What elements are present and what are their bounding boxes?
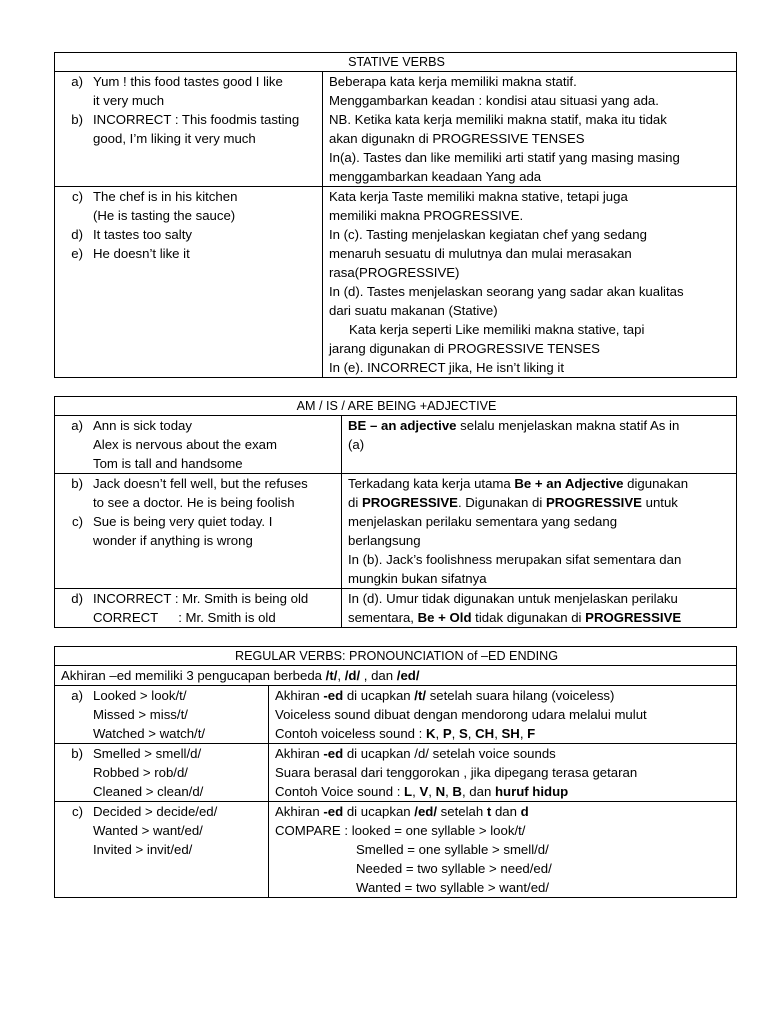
regular-verbs-subtitle: Akhiran –ed memiliki 3 pengucapan berbeda /t/, /d/ , dan /ed/ bbox=[55, 666, 737, 686]
table-row bbox=[55, 686, 737, 744]
regular-verbs-title: REGULAR VERBS: PRONOUNCIATION of –ED ENDING bbox=[55, 647, 737, 666]
being-examples-d: d) INCORRECT : Mr. Smith is being old CORRECT : Mr. Smith is old bbox=[55, 589, 342, 628]
stative-verbs-table bbox=[54, 52, 737, 378]
being-explanation-1: BE – an adjective selalu menjelaskan makna statif As in (a) bbox=[342, 416, 737, 474]
table-row bbox=[55, 802, 737, 898]
regular-examples-b: b) Smelled > smell/d/ Robbed > rob/d/ Cleaned > clean/d/ bbox=[55, 744, 269, 802]
regular-explanation-b: Akhiran -ed di ucapkan /d/ setelah voice sounds Suara berasal dari tenggorokan , jika dipegang terasa getaran Contoh Voice sound : L, V, N, B, dan huruf hidup bbox=[269, 744, 737, 802]
stative-explanation-2: Kata kerja Taste memiliki makna stative, tetapi juga memiliki makna PROGRESSIVE. In (c). Tasting menjelaskan kegiatan chef yang sedang menaruh sesuatu di mulutnya dan mulai merasakan rasa(PROGRESSIVE) In (d). Tastes menjelaskan seorang yang sadar akan kualitas dari suatu makanan (Stative) Kata kerja seperti Like memiliki makna stative, tapi jarang digunakan di PROGRESSIVE TENSES In (e). INCORRECT jika, He isn’t liking it bbox=[323, 187, 737, 378]
table-row bbox=[55, 744, 737, 802]
table-row bbox=[55, 187, 737, 378]
regular-explanation-c: Akhiran -ed di ucapkan /ed/ setelah t dan d COMPARE : looked = one syllable > look/t/ Smelled = one syllable > smell/d/ Needed = two syllable > need/ed/ Wanted = two syllable > want/ed/ bbox=[269, 802, 737, 898]
regular-verbs-table bbox=[54, 646, 737, 898]
being-adjective-table bbox=[54, 396, 737, 628]
table-row bbox=[55, 589, 737, 628]
table-row bbox=[55, 72, 737, 187]
being-explanation-3: In (d). Umur tidak digunakan untuk menjelaskan perilaku sementara, Be + Old tidak digunakan di PROGRESSIVE bbox=[342, 589, 737, 628]
being-explanation-2: Terkadang kata kerja utama Be + an Adjective digunakan di PROGRESSIVE. Digunakan di PROGRESSIVE untuk menjelaskan perilaku sementara yang sedang berlangsung In (b). Jack’s foolishness merupakan sifat sementara dan mungkin bukan sifatnya bbox=[342, 474, 737, 589]
regular-examples-a: a) Looked > look/t/ Missed > miss/t/ Watched > watch/t/ bbox=[55, 686, 269, 744]
stative-verbs-title: STATIVE VERBS bbox=[55, 53, 737, 72]
being-examples-bc: b) Jack doesn’t fell well, but the refuses to see a doctor. He is being foolish c) Sue is being very quiet today. I wonder if anything is wrong bbox=[55, 474, 342, 589]
stative-examples-cde: c) The chef is in his kitchen (He is tasting the sauce) d) It tastes too salty e) He doesn’t like it bbox=[55, 187, 323, 378]
regular-examples-c: c) Decided > decide/ed/ Wanted > want/ed/ Invited > invit/ed/ bbox=[55, 802, 269, 898]
stative-explanation-1: Beberapa kata kerja memiliki makna statif. Menggambarkan keadan : kondisi atau situasi yang ada. NB. Ketika kata kerja memiliki makna statif, maka itu tidak akan digunakn di PROGRESSIVE TENSES In(a). Tastes dan like memiliki arti statif yang masing masing menggambarkan keadaan Yang ada bbox=[323, 72, 737, 187]
being-adjective-title: AM / IS / ARE BEING +ADJECTIVE bbox=[55, 397, 737, 416]
regular-explanation-a: Akhiran -ed di ucapkan /t/ setelah suara hilang (voiceless) Voiceless sound dibuat dengan mendorong udara melalui mulut Contoh voiceless sound : K, P, S, CH, SH, F bbox=[269, 686, 737, 744]
table-row bbox=[55, 474, 737, 589]
being-examples-a: a) Ann is sick today Alex is nervous about the exam Tom is tall and handsome bbox=[55, 416, 342, 474]
table-row bbox=[55, 416, 737, 474]
stative-examples-ab: a) Yum ! this food tastes good I like it very much b) INCORRECT : This foodmis tasting good, I’m liking it very much bbox=[55, 72, 323, 187]
